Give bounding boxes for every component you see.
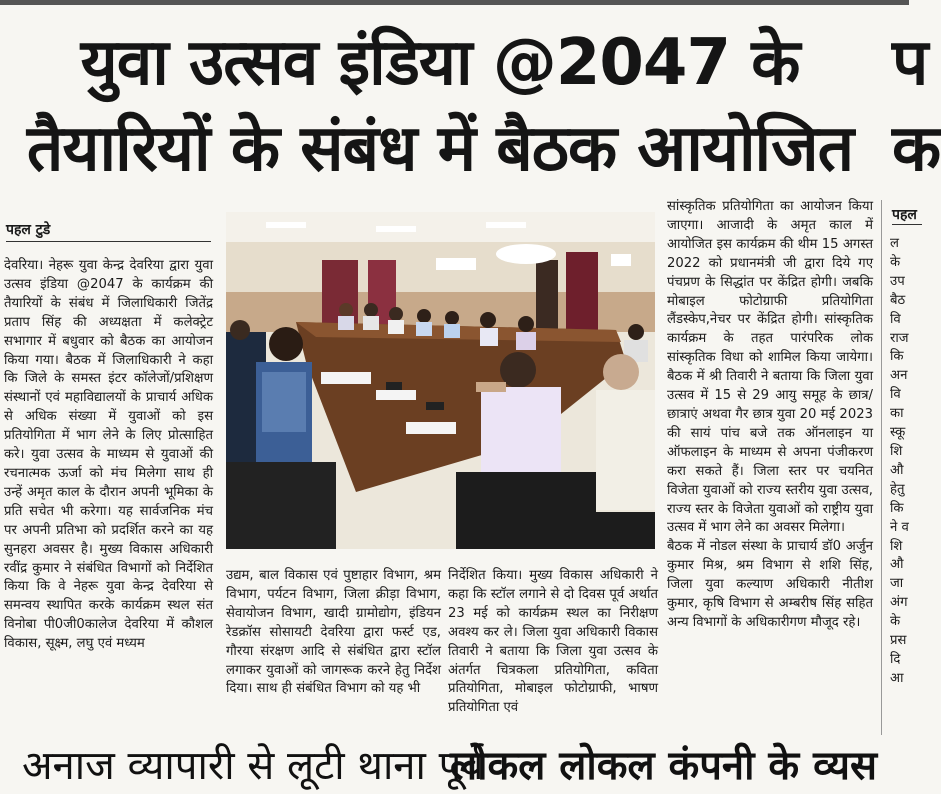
adjacent-byline: पहल	[892, 205, 922, 225]
adjacent-headline-line-1: प	[892, 26, 929, 100]
adjacent-column-line: अंग	[890, 595, 908, 611]
article-column-1	[4, 257, 213, 732]
adjacent-column-line: औ	[890, 462, 904, 478]
next-headline-left: अनाज व्यापारी से लूटी थाना पूर्व	[22, 743, 484, 789]
column-divider	[881, 200, 882, 735]
column-4-text-continued: बैठक में नोडल संस्था के प्राचार्य डॉ0 अर्जुन कुमार मिश्र, श्रम विभाग से शशि सिंह, जिला युवा कल्याण अधिकारी नीतीश कुमार, कृषि विभाग से अम्बरीष सिंह सहित अन्य विभागों के अधिकारीगण मौजूद रहे।	[667, 539, 873, 630]
article-column-4	[667, 198, 873, 732]
adjacent-column-line: हेतु	[890, 481, 905, 497]
adjacent-column-line: शि	[890, 443, 903, 459]
adjacent-column-line: कि	[890, 349, 904, 365]
top-rule	[0, 0, 909, 5]
adjacent-column-line: प्रस	[890, 633, 907, 649]
meeting-photo	[226, 212, 655, 549]
article-column-2	[226, 567, 441, 732]
adjacent-column-line: कि	[890, 500, 904, 516]
adjacent-column-line: औ	[890, 557, 904, 573]
adjacent-column-line: का	[890, 406, 904, 422]
adjacent-column-line: ने व	[890, 519, 909, 535]
adjacent-column-line: स्कू	[890, 425, 906, 441]
headline	[0, 20, 880, 192]
column-1-text: देवरिया। नेहरू युवा केन्द्र देवरिया द्वारा युवा उत्सव इंडिया @2047 के कार्यक्रम की तैयारियों के संबंध में जिलाधिकारी जितेंद्र प्रताप सिंह की अध्यक्षता में कलेक्ट्रेट सभागार में बधुवार को बैठक का आयोजन किया गया। बैठक में जिलाधिकारी ने कहा कि जिले के समस्त इंटर कॉलेजों/प्रशिक्षण संस्थानों एवं महाविद्यालयों के प्राचार्य अधिक से अधिक संख्या में युवाओं को इस प्रतियोगिता में भाग लेने के लिए प्रोत्साहित करे। युवा उत्सव के माध्यम से युवाओं की रचनात्मक ऊर्जा को मंच मिलेगा साथ ही उन्हें अमृत काल के दौरान अपनी भूमिका के प्रति सचेत भी करेगा। यह सार्वजनिक मंच पर अपनी प्रतिभा को प्रदर्शित करने का यह सुनहरा अवसर है। मुख्य विकास अधिकारी रवींद्र कुमार ने संबंधित विभागों को निर्देशित किया कि वे नेहरू युवा केन्द्र देवरिया से समन्वय स्थापित करके कार्यक्रम स्थल संत विनोबा पी0जी0कालेज देवरिया में कौशल विकास, सूक्ष्म, लघु एवं मध्यम	[4, 258, 213, 652]
adjacent-headline-line-2: क	[892, 112, 941, 186]
adjacent-column-line: बैठ	[890, 292, 906, 308]
byline: पहल टुडे	[6, 220, 211, 242]
adjacent-column-line: के	[890, 254, 901, 270]
adjacent-column-line: जा	[890, 576, 904, 592]
next-headline-right: लोकल लोकल कंपनी के व्यस	[450, 743, 877, 789]
column-4-text: सांस्कृतिक प्रतियोगिता का आयोजन किया जाएगा। आजादी के अमृत काल में आयोजित इस कार्यक्रम की थीम 15 अगस्त 2022 को प्रधानमंत्री जी द्वारा दिये गए पंचप्रण के सिद्धांत पर केंद्रित होगी। जबकि मोबाइल फोटोग्राफी प्रतियोगिता लैंडस्केप,नेचर पर केंद्रित होगी। सांस्कृतिक कार्यक्रम के तहत पारंपरिक लोक सांस्कृतिक विधा को शामिल किया जायेगा। बैठक में श्री तिवारी ने बताया कि जिला युवा उत्सव में 15 से 29 आयु समूह के छात्र/छात्राएं अथवा गैर छात्र युवा 20 मई 2023 की सायं पांच बजे तक ऑनलाइन या ऑफलाइन के माध्यम से अपना पंजीकरण करा सकते हैं। जिला स्तर पर चयनित विजेता युवाओं को राज्य स्तरीय युवा उत्सव, राज्य स्तर के विजेता युवाओं को राष्ट्रीय युवा उत्सव में भाग लेने का अवसर मिलेगा।	[667, 199, 873, 536]
headline-line-1: युवा उत्सव इंडिया @2047 के	[80, 26, 800, 100]
headline-line-2: तैयारियों के संबंध में बैठक आयोजित	[26, 112, 854, 186]
adjacent-column-line: उप	[890, 273, 905, 289]
adjacent-column-line: शि	[890, 538, 903, 554]
adjacent-article-column	[890, 235, 909, 732]
adjacent-column-line: अन	[890, 368, 908, 384]
article-column-3	[448, 567, 658, 732]
column-3-text: निर्देशित किया। मुख्य विकास अधिकारी ने कहा कि स्टॉल लगाने से दो दिवस पूर्व अर्थात 23 मई को कार्यक्रम स्थल का निरीक्षण अवश्य कर ले। जिला युवा अधिकारी विकास तिवारी ने बताया कि जिला युवा उत्सव के अंतर्गत चित्रकला प्रतियोगिता, कविता प्रतियोगिता, मोबाइल फोटोग्राफी, भाषण प्रतियोगिता एवं	[448, 568, 658, 716]
meeting-photo-image	[226, 212, 655, 549]
adjacent-column-line: ल	[890, 236, 899, 251]
adjacent-column-line: के	[890, 614, 901, 630]
column-2-text: उद्यम, बाल विकास एवं पुष्टाहार विभाग, श्रम विभाग, पर्यटन विभाग, जिला क्रीड़ा विभाग, सेवायोजन विभाग, खादी ग्रामोद्योग, इंडियन रेडक्रॉस सोसायटी देवरिया द्वारा फर्स्ट एड, गौरया संरक्षण आदि से संबंधित द्वारा स्टॉल लगाकर युवाओं को जागरूक करने हेतु निर्देश दिया। साथ ही संबंधित विभाग को यह भी	[226, 568, 441, 697]
adjacent-column-line: वि	[890, 387, 901, 403]
adjacent-column-line: वि	[890, 311, 901, 327]
next-headlines-strip	[0, 738, 909, 789]
adjacent-column-line: राज	[890, 330, 909, 346]
adjacent-headline-fragment	[892, 20, 941, 192]
adjacent-column-line: दि	[890, 651, 901, 667]
adjacent-column-line: आ	[890, 670, 904, 686]
